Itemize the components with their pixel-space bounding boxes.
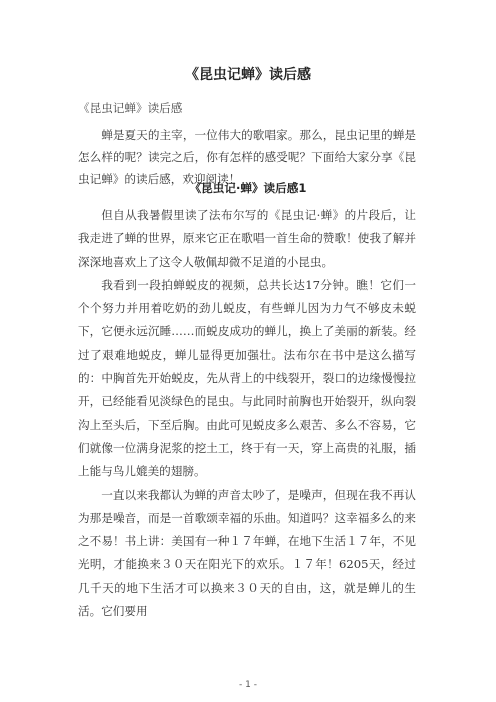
body-paragraph-2: 我看到一段拍蝉蜕皮的视频，总共长达17分钟。瞧！它们一个个努力并用着吃奶的劲儿蜕皮，有些蝉儿因为力气不够皮未蜕下，它便永远沉睡……而蜕皮成功的蝉儿，换上了美丽的新装。经过了艰难地蜕皮，蝉儿显得更加强壮。法布尔在书中是这么描写的：中胸首先开始蜕皮，先从背上的中线裂开，裂口的边缘慢慢拉开，已经能看见淡绿色的昆虫。与此同时前胸也开始裂开，纵向裂沟上至头后，下至后胸。由此可见蜕皮多么艰苦、多么不容易，它们就像一位满身泥浆的挖土工，终于有一天，穿上高贵的礼服，插上能与鸟儿媲美的翅膀。 [78, 277, 416, 479]
document-title: 《昆虫记蝉》读后感 [185, 67, 311, 83]
intro-paragraph: 蝉是夏天的主宰，一位伟大的歌唱家。那么，昆虫记里的蝉是怎么样的呢？读完之后，你有怎样的感受呢？下面给大家分享《昆虫记蝉》的读后感，欢迎阅读！ [78, 128, 416, 186]
section-title: 《昆虫记·蝉》读后感1 [189, 181, 307, 195]
body-paragraph-1: 但自从我暑假里读了法布尔写的《昆虫记·蝉》的片段后，让我走进了蝉的世界，原来它正在歌唱一首生命的赞歌！使我了解并深深地喜欢上了这令人敬佩却微不足道的小昆虫。 [78, 208, 416, 269]
page-number: - 1 - [239, 680, 257, 690]
section-body [78, 204, 416, 623]
document-subheading: 《昆虫记蝉》读后感 [78, 101, 183, 115]
body-paragraph-3: 一直以来我都认为蝉的声音太吵了，是噪声，但现在我不再认为那是噪音，而是一首歌颂幸福的乐曲。知道吗？这幸福多么的来之不易！书上讲：美国有一种１７年蝉，在地下生活１７年，不见光明，才能换来３０天在阳光下的欢乐。１７年！6205天，经过几千天的地下生活才可以换来３０天的自由，这，就是蝉儿的生活。它们要用 [78, 487, 416, 619]
